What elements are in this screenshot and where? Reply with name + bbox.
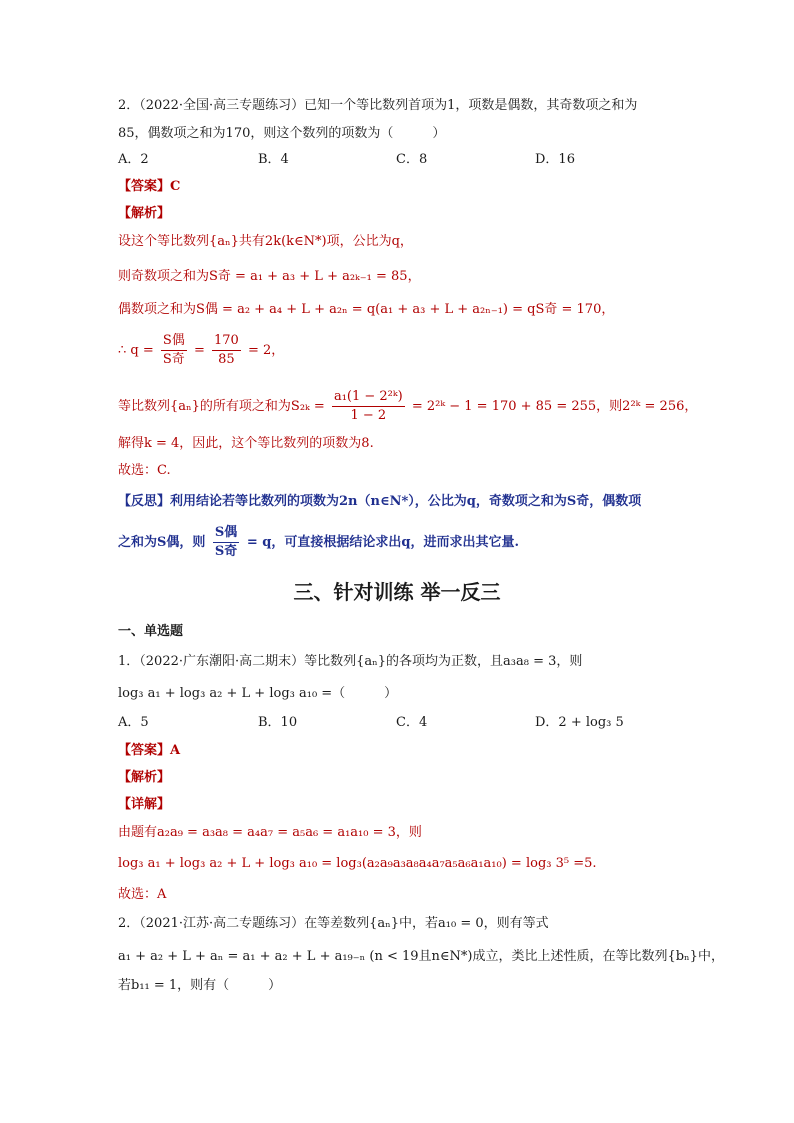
q2-conclusion: 故选：C. <box>118 463 171 478</box>
fraction-numerator: S偶 <box>213 524 239 543</box>
p2-stem-line1: 2．（2021·江苏·高二专题练习）在等差数列{aₙ}中，若a₁₀ = 0，则有等式 <box>118 916 549 931</box>
q2-solution-step5 <box>118 388 697 425</box>
q2-option-b: B．4 <box>258 152 289 167</box>
q2-solution-step2: 则奇数项之和为S奇 = a₁ + a₃ + L + a₂ₖ₋₁ = 85， <box>118 269 421 284</box>
q2-solution-step1: 设这个等比数列{aₙ}共有2k(k∈N*)项，公比为q， <box>118 234 413 249</box>
p1-analysis-label: 【解析】 <box>118 770 171 785</box>
p1-detail-label: 【详解】 <box>118 797 171 812</box>
reflection-fraction <box>213 524 239 561</box>
p1-option-b: B．10 <box>258 715 298 730</box>
q2-stem-line2: 85，偶数项之和为170，则这个数列的项数为（ ） <box>118 126 446 141</box>
q-equals-label: ∴ q = <box>118 343 154 358</box>
subsection-heading: 一、单选题 <box>118 624 184 639</box>
q2-option-c: C．8 <box>396 152 428 167</box>
q2-answer: 【答案】C <box>118 179 181 194</box>
q2-analysis-label: 【解析】 <box>118 206 171 221</box>
fraction-numerator: a₁(1 − 2²ᵏ) <box>332 388 405 407</box>
fraction-denominator: S奇 <box>214 544 238 559</box>
q2-solution-step4 <box>118 332 284 369</box>
p1-detail-line2: log₃ a₁ + log₃ a₂ + L + log₃ a₁₀ = log₃(a₂a₉a₃a₈a₄a₇a₅a₆a₁a₁₀) = log₃ 3⁵ =5. <box>118 856 597 871</box>
sum-suffix: = 2²ᵏ − 1 = 170 + 85 = 255，则2²ᵏ = 256， <box>411 399 698 414</box>
fraction-denominator: 85 <box>218 352 235 367</box>
p1-option-a: A．5 <box>118 715 149 730</box>
p2-stem-line3: 若b₁₁ = 1，则有（ ） <box>118 978 282 993</box>
fraction-numerator: S偶 <box>161 332 187 351</box>
result-text: = 2， <box>247 343 285 358</box>
p2-stem-line2: a₁ + a₂ + L + aₙ = a₁ + a₂ + L + a₁₉₋ₙ (n < 19且n∈N*)成立，类比上述性质，在等比数列{bₙ}中， <box>118 949 724 964</box>
reflection-suffix: = q，可直接根据结论求出q，进而求出其它量. <box>246 535 519 550</box>
ratio-fraction <box>161 332 187 369</box>
p1-option-d: D．2 + log₃ 5 <box>535 715 624 730</box>
q2-solution-step6: 解得k = 4，因此，这个等比数列的项数为8. <box>118 436 374 451</box>
sum-prefix: 等比数列{aₙ}的所有项之和为S₂ₖ = <box>118 399 325 414</box>
equals-sign: = <box>193 343 205 358</box>
p1-option-c: C．4 <box>396 715 428 730</box>
fraction-numerator: 170 <box>212 332 241 351</box>
q2-stem-line1: 2．（2022·全国·高三专题练习）已知一个等比数列首项为1，项数是偶数，其奇数项之和为 <box>118 98 638 113</box>
reflection-prefix: 之和为S偶，则 <box>118 535 206 550</box>
value-fraction <box>212 332 241 369</box>
q2-solution-step3: 偶数项之和为S偶 = a₂ + a₄ + L + a₂ₙ = q(a₁ + a₃ + L + a₂ₙ₋₁) = qS奇 = 170， <box>118 302 615 317</box>
q2-option-d: D．16 <box>535 152 575 167</box>
q2-option-a: A．2 <box>118 152 149 167</box>
p1-stem-line2: log₃ a₁ + log₃ a₂ + L + log₃ a₁₀ =（ ） <box>118 686 398 701</box>
p1-detail-line1: 由题有a₂a₉ = a₃a₈ = a₄a₇ = a₅a₆ = a₁a₁₀ = 3，则 <box>118 825 422 840</box>
p1-answer: 【答案】A <box>118 743 181 758</box>
q2-reflection-line1: 【反思】利用结论若等比数列的项数为2n（n∈N*），公比为q，奇数项之和为S奇，偶数项 <box>118 494 642 509</box>
fraction-denominator: 1 − 2 <box>350 408 387 423</box>
q2-reflection-line2 <box>118 524 519 561</box>
sum-fraction <box>332 388 405 425</box>
p1-conclusion: 故选：A <box>118 887 167 902</box>
section-title: 三、针对训练 举一反三 <box>293 580 501 604</box>
p1-stem-line1: 1．（2022·广东潮阳·高二期末）等比数列{aₙ}的各项均为正数，且a₃a₈ = 3，则 <box>118 654 583 669</box>
fraction-denominator: S奇 <box>162 352 185 367</box>
